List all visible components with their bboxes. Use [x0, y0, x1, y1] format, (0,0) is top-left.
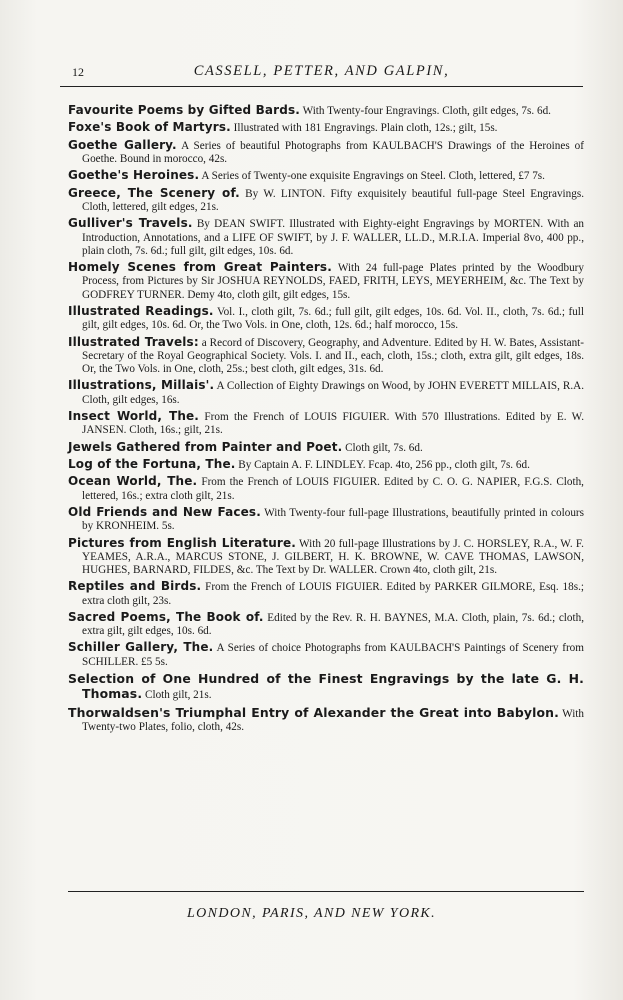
catalogue-entry — [68, 506, 584, 533]
catalogue-entry — [68, 706, 584, 734]
catalogue-entry — [68, 441, 584, 455]
catalogue-entry — [68, 305, 584, 332]
entry-title: Homely Scenes from Great Painters. — [68, 260, 332, 275]
catalogue-entry — [68, 336, 584, 377]
entry-description: Illustrated with 181 Engravings. Plain cloth, 12s.; gilt, 15s. — [233, 122, 498, 135]
entry-description: With Twenty-four full-page Illustrations, beautifully printed in colours by KRONHEIM. 5s. — [82, 506, 584, 533]
catalogue-entry — [68, 410, 584, 437]
footer-rule — [68, 891, 584, 892]
entry-description: By DEAN SWIFT. Illustrated with Eighty-eight Engravings by MORTEN. With an Introduction, Annotations, and a LIFE OF SWIFT, by J. F. WALLER, LL.D., M.R.I.A. Imperial 8vo, 400 pp., plain cloth, 7s. 6d.; full gilt, gilt edges, 10s. 6d. — [82, 218, 585, 257]
entry-description: From the French of LOUIS FIGUIER. Edited by C. O. G. NAPIER, F.G.S. Cloth, lettered, 16s.; extra cloth gilt, 21s. — [82, 476, 584, 502]
entry-title: Selection of One Hundred of the Finest Engravings by the late G. H. Thomas. — [68, 671, 584, 702]
entry-title: Reptiles and Birds. — [68, 579, 202, 594]
entry-title: Foxe's Book of Martyrs. — [68, 120, 231, 135]
entry-description: With 20 full-page Illustrations by J. C. HORSLEY, R.A., W. F. YEAMES, A.R.A., MARCUS STONE, J. GILBERT, H. K. BROWNE, W. CAVE THOMAS, LAWSON, HUGHES, BARNARD, FILDES, &c. The Text by Dr. WALLER. Crown 4to, cloth gilt, 21s. — [82, 537, 584, 576]
entry-description: a Record of Discovery, Geography, and Adventure. Edited by H. W. Bates, Assistant-Secretary of the Royal Geographical Society. Vols. I. and II., each, cloth, 15s.; cloth, extra gilt, gilt edges, 18s. Or, the Two Vols. in One, cloth, 25s.; best cloth, gilt edges, 31s. 6d. — [82, 336, 585, 375]
entry-title: Goethe's Heroines. — [68, 168, 200, 183]
footer-imprint: LONDON, PARIS, AND NEW YORK. — [186, 906, 437, 921]
entry-title: Favourite Poems by Gifted Bards. — [68, 103, 300, 117]
catalogue-entry — [68, 475, 584, 502]
entry-title: Ocean World, The. — [68, 474, 198, 489]
entry-description: With Twenty-two Plates, folio, cloth, 42s. — [82, 707, 584, 733]
catalogue-entry — [68, 641, 584, 668]
entry-title: Illustrated Travels: — [68, 334, 199, 349]
catalogue-entry — [68, 169, 584, 183]
catalogue-entry — [68, 458, 584, 472]
catalogue-entry — [68, 672, 584, 702]
catalogue-entry — [68, 139, 584, 166]
catalogue-entry — [68, 537, 584, 578]
entry-description: A Series of choice Photographs from KAULBACH'S Paintings of Scenery from SCHILLER. £5 5s. — [82, 642, 584, 668]
catalogue-entry — [68, 217, 584, 258]
page-header — [60, 62, 583, 87]
entry-title: Thorwaldsen's Triumphal Entry of Alexander the Great into Babylon. — [68, 704, 559, 720]
entry-description: A Series of beautiful Photographs from KAULBACH'S Drawings of the Heroines of Goethe. Bound in morocco, 42s. — [82, 139, 584, 165]
catalogue-entry — [68, 104, 584, 118]
entry-description: With Twenty-four Engravings. Cloth, gilt edges, 7s. 6d. — [302, 105, 551, 117]
entry-title: Schiller Gallery, The. — [68, 640, 214, 655]
entry-description: Cloth gilt, 21s. — [145, 689, 212, 702]
entry-title: Insect World, The. — [68, 408, 200, 423]
catalogue-entry — [68, 611, 584, 638]
entry-title: Sacred Poems, The Book of. — [68, 609, 264, 624]
running-head: CASSELL, PETTER, AND GALPIN, — [193, 63, 450, 79]
entry-description: A Series of Twenty-one exquisite Engravings on Steel. Cloth, lettered, £7 7s. — [201, 170, 545, 183]
entry-title: Jewels Gathered from Painter and Poet. — [68, 439, 343, 454]
entry-description: Cloth gilt, 7s. 6d. — [345, 441, 423, 454]
entry-title: Illustrated Readings. — [68, 303, 214, 318]
catalogue-entry — [68, 121, 584, 135]
entry-description: From the French of LOUIS FIGUIER. With 570 Illustrations. Edited by E. W. JANSEN. Cloth, 16s.; gilt, 21s. — [82, 410, 584, 437]
page-number: 12 — [72, 65, 84, 79]
entry-description: Vol. I., cloth gilt, 7s. 6d.; full gilt, gilt edges, 10s. 6d. Vol. II., cloth, 7s. 6d.; full gilt, gilt edges, 10s. 6d. Or, the Two Vols. in One, cloth, 12s. 6d.; half morocco, 15s. — [82, 305, 584, 332]
entry-title: Gulliver's Travels. — [68, 216, 193, 231]
entry-title: Log of the Fortuna, The. — [68, 456, 236, 471]
entry-description: By W. LINTON. Fifty exquisitely beautiful full-page Steel Engravings. Cloth, lettered, gilt edges, 21s. — [82, 187, 585, 213]
catalogue-entry — [68, 187, 584, 214]
entry-description: A Collection of Eighty Drawings on Wood, by JOHN EVERETT MILLAIS, R.A. Cloth, gilt edges, 16s. — [82, 380, 584, 406]
entry-title: Greece, The Scenery of. — [68, 185, 240, 200]
catalogue-entries — [68, 104, 584, 737]
entry-description: From the French of LOUIS FIGUIER. Edited by PARKER GILMORE, Esq. 18s.; extra cloth gilt, 23s. — [82, 581, 584, 607]
entry-title: Pictures from English Literature. — [68, 535, 296, 550]
catalogue-entry — [68, 580, 584, 607]
entry-title: Illustrations, Millais'. — [68, 378, 215, 393]
entry-title: Old Friends and New Faces. — [68, 504, 261, 519]
catalogue-entry — [68, 261, 584, 302]
entry-description: Edited by the Rev. R. H. BAYNES, M.A. Cloth, plain, 7s. 6d.; cloth, extra gilt, gilt edges, 10s. 6d. — [82, 611, 585, 638]
entry-title: Goethe Gallery. — [68, 137, 177, 152]
catalogue-entry — [68, 379, 584, 406]
entry-description: With 24 full-page Plates printed by the Woodbury Process, from Pictures by Sir JOSHUA REYNOLDS, FAED, FRITH, LEYS, MEYERHEIM, &c. The Text by GODFREY TURNER. Demy 4to, cloth gilt, gilt edges, 15s. — [82, 262, 584, 301]
entry-description: By Captain A. F. LINDLEY. Fcap. 4to, 256 pp., cloth gilt, 7s. 6d. — [238, 458, 530, 471]
